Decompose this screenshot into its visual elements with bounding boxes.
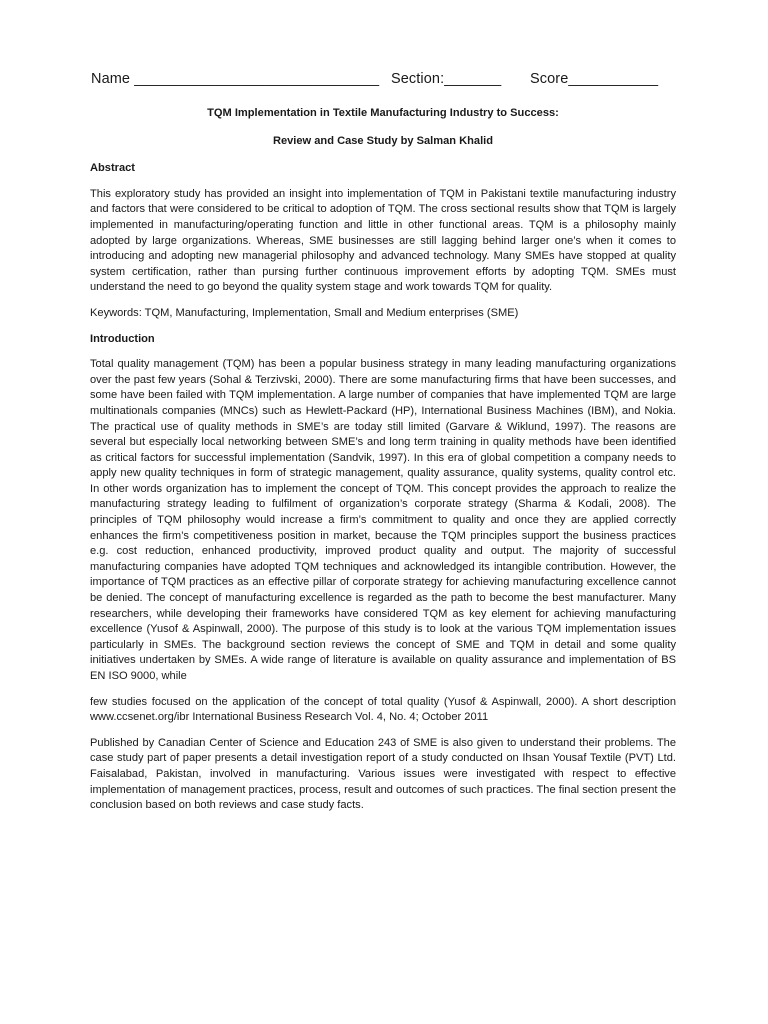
document-subtitle: Review and Case Study by Salman Khalid bbox=[272, 134, 494, 147]
introduction-heading: Introduction bbox=[90, 332, 155, 345]
keywords-line: Keywords: TQM, Manufacturing, Implementation, Small and Medium enterprises (SME) bbox=[90, 306, 519, 319]
abstract-paragraph: This exploratory study has provided an insight into implementation of TQM in Pakistani textile manufacturing industry and factors that were considered to be critical to adoption of TQM. The cross sectional results show that TQM is largely implemented in manufacturing/operating function and little in other functional areas. TQM is a philosophy mainly adopted by large organizations. Whereas, SME businesses are still lagging behind larger one’s when it comes to introducing and adopting new managerial philosophy and advanced technology. Many SMEs have stopped at quality system certification, rather than pursing further continuous improvement efforts by adopting TQM. SMEs must understand the need to go beyond the quality system stage and work towards TQM for quality. bbox=[90, 187, 676, 294]
header-line bbox=[91, 71, 691, 87]
section-field: Section:_______ bbox=[391, 71, 502, 87]
published-paragraph: Published by Canadian Center of Science and Education 243 of SME is also given to understand their problems. The case study part of paper presents a detail investigation report of a study conducted on Ihsan Yousaf Textile (PVT) Ltd. Faisalabad, Pakistan, involved in manufacturing. Various issues were investigated with respect to effective implementation of management practices, process, result and outcomes of such practices. The final section present the conclusion based on both reviews and case study facts. bbox=[90, 736, 676, 812]
score-field: Score___________ bbox=[530, 71, 659, 87]
name-field: Name ______________________________ bbox=[91, 71, 380, 87]
introduction-paragraph: Total quality management (TQM) has been a popular business strategy in many leading manufacturing organizations over the past few years (Sohal & Terzivski, 2000). There are some manufacturing firms that have been successes, and some have been failed with TQM implementation. A large number of companies that have implemented TQM are large multinationals companies (MNCs) such as Hewlett-Packard (HP), International Business Machines (IBM), and Nokia. The practical use of quality methods in SME’s are today still limited (Garvare & Wiklund, 1997). The reasons are several but especially local networking between SME’s and long term training in quality methods have been identified as critical factors for successful implementation (Sandvik, 1997). In this era of global competition a company needs to apply new quality techniques in form of strategic management, quality assurance, quality systems, quality control etc. In other words organization has to implement the concept of TQM. This concept provides the approach to realize the manufacturing strategy leading to fulfilment of organization’s corporate strategy (Sharma & Kodali, 2008). The principles of TQM philosophy would increase a firm’s commitment to quality and once they are applied correctly enhances the firm’s competitiveness position in market, because the TQM principles support the business practices e.g. cost reduction, enhanced productivity, improved product quality and output. The majority of successful manufacturing companies have adopted TQM techniques and acknowledged its intangible contribution. However, the importance of TQM practices as an effective pillar of corporate strategy for achieving manufacturing excellence cannot be denied. The concept of manufacturing excellence is regarded as the path to become the best manufacturer. Many researchers, while developing their frameworks have considered TQM as key element for achieving manufacturing excellence (Yusof & Aspinwall, 2000). The purpose of this study is to look at the various TQM implementation issues particularly in SMEs. The background section reviews the concept of SME and TQM in detail and some quality initiatives undertaken by SMEs. A wide range of literature is available on quality assurance and implementation of BS EN ISO 9000, while bbox=[90, 358, 676, 682]
abstract-heading: Abstract bbox=[90, 162, 136, 175]
document-title: TQM Implementation in Textile Manufacturing Industry to Success: bbox=[207, 107, 559, 119]
few-studies-paragraph: few studies focused on the application of the concept of total quality (Yusof & Aspinwall, 2000). A short description www.ccsenet.org/ibr International Business Research Vol. 4, No. 4; October 2011 bbox=[90, 695, 676, 724]
document-body bbox=[90, 106, 676, 824]
